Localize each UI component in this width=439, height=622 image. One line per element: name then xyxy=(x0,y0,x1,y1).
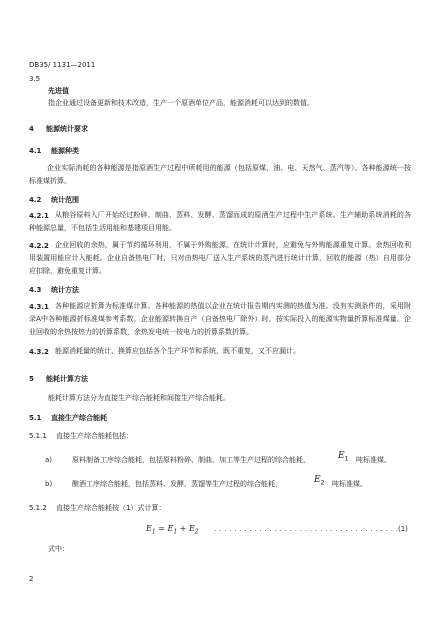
clause-5-1-1-text: 直接生产综合能耗包括： xyxy=(56,432,133,440)
section-4-number: 4 xyxy=(29,125,34,133)
list-item-b-label: b) xyxy=(45,480,53,488)
clause-5-1-number: 5.1 xyxy=(29,414,42,422)
clause-4-2-title: 统计范围 xyxy=(51,196,79,204)
clause-4-3-1-number: 4.3.1 xyxy=(29,303,49,311)
clause-4-2-number: 4.2 xyxy=(29,196,42,204)
clause-3-5-number: 3.5 xyxy=(29,75,41,83)
clause-4-1-text: 企业实际消耗的各种能源是指原酒生产过程中所耗用的能源（包括原煤、油、电、天然气、蒸汽等）。各种能源统一按标准煤折算。 xyxy=(29,164,411,185)
clause-4-3-2-text: 能源消耗量的统计、换算应包括各个生产环节和系统，既不重复，又不应漏计。 xyxy=(55,347,300,355)
where-label: 式中： xyxy=(48,545,69,553)
clause-4-3-2-number: 4.3.2 xyxy=(29,348,49,356)
section-5-number: 5 xyxy=(29,375,34,383)
clause-4-2-2-text: 企业回收的余热，属于节约循环利用，不属于外购能源。在统计计算时，应避免与外购能源重复计算。余热回收利用装置用能应计入能耗。企业自备热电厂时，只对由热电厂送入生产系统的蒸汽进行统计计算，回收的能源（热）自用部分应扣除，避免重复计算。 xyxy=(29,241,411,275)
clause-5-1-1-number: 5.1.1 xyxy=(29,432,47,440)
list-item-b-unit: 吨标准煤。 xyxy=(332,480,367,488)
clause-4-1-number: 4.1 xyxy=(29,147,42,155)
list-item-b-text: 酿酒工序综合能耗，包括蒸料、发酵、蒸馏等生产过程的综合能耗， xyxy=(72,480,282,488)
section-5-title: 能耗计算方法 xyxy=(46,375,88,383)
page-number: 2 xyxy=(29,575,34,583)
clause-5-1-2-text: 直接生产综合能耗按（1）式计算： xyxy=(56,504,166,512)
clause-5-1-title: 直接生产综合能耗 xyxy=(51,414,107,422)
term-advanced-value: 先进值 xyxy=(48,87,69,95)
clause-4-2-1-number: 4.2.1 xyxy=(29,212,49,220)
term-definition: 指企业通过设备更新和技术改造，生产一个原酒单位产品，能源消耗可以达到的数值。 xyxy=(48,99,314,107)
clause-4-3-title: 统计方法 xyxy=(51,286,79,294)
symbol-e2: $E_2$ xyxy=(314,475,325,487)
formula-leader: . . . . . . . . . . . . . . . . . . . . . . . . . . . . . . . . . . . . . xyxy=(214,525,399,533)
section-5-text: 能耗计算方法分为直接生产综合能耗和间接生产综合能耗。 xyxy=(48,394,230,402)
clause-4-1-title: 能源种类 xyxy=(51,147,79,155)
clause-4-2-1-text: 从粮谷原料入厂开始经过粉碎、制曲、蒸料、发酵、蒸馏而成的原酒生产过程中生产系统、生产辅助系统消耗的各种能源总量，不包括生活用能和基建项目用能。 xyxy=(29,211,411,232)
clause-4-2-2-number: 4.2.2 xyxy=(29,242,49,250)
clause-4-3-1-text: 各种能源应折算为标准煤计算。各种能源的热值以企业在统计报告期内实测的热值为准。没有实测条件的，采用附录A中各种能源折标准煤参考系数。企业能源转换自产（自备热电厂除外）时，按实际投入的能源实物量折算标准煤量。企业回收的余热按热力的折算系数，余热发电统一按电力的折算系数折算。 xyxy=(29,302,411,336)
clause-4-3-number: 4.3 xyxy=(29,286,42,294)
list-item-a-text: 原料制备工序综合能耗，包括原料粉碎、制曲、加工等生产过程的综合能耗， xyxy=(72,456,310,464)
list-item-a-unit: 吨标准煤。 xyxy=(356,456,391,464)
standard-number: DB35/ 1131—2011 xyxy=(29,61,96,69)
symbol-e1: $E_1$ xyxy=(338,451,349,463)
clause-5-1-2-number: 5.1.2 xyxy=(29,504,47,512)
formula-1: $E_1 = E_1 + E_2$ xyxy=(146,524,199,536)
formula-number: (1) xyxy=(398,525,408,533)
list-item-a-label: a) xyxy=(45,456,53,464)
section-4-title: 能源统计要求 xyxy=(46,125,88,133)
